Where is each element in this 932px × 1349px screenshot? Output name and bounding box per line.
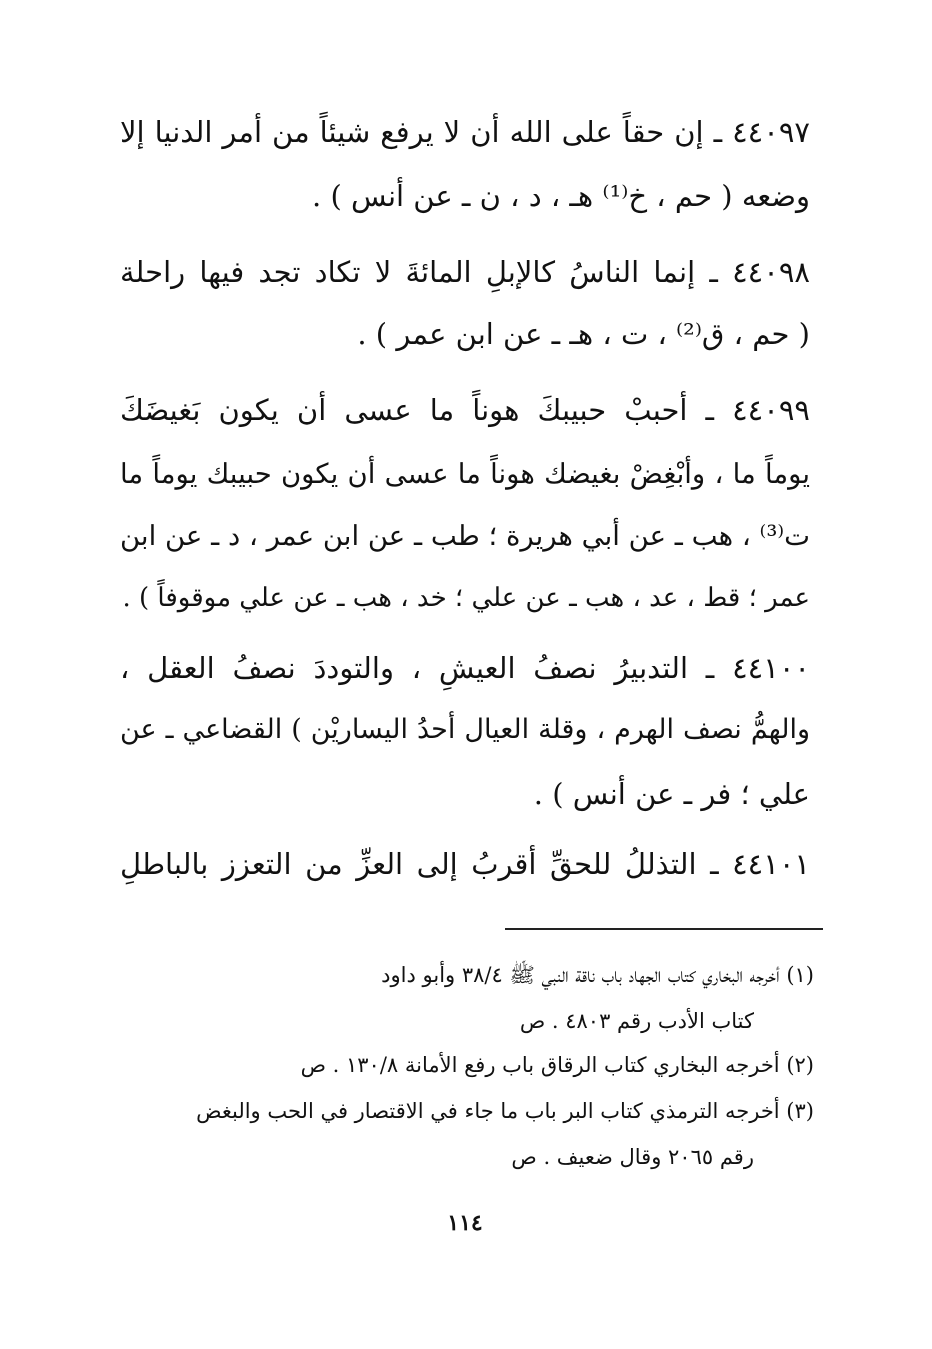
footnote-3-line-1: (٣) أخرجه الترمذي كتاب البر باب ما جاء في الاقتصار في الحب والبغض [196, 1099, 814, 1123]
footnote-divider [505, 928, 823, 930]
footnote-1-line-2: كتاب الأدب رقم ٤٨٠٣ . ص [519, 1009, 754, 1033]
hadith-44100-line-3: علي ؛ فر ـ عن أنس ) . [533, 777, 810, 811]
hadith-44098-line-1: ٤٤٠٩٨ ـ إنما الناسُ كالإبلِ المائةَ لا تكاد تجد فيها راحلة [120, 255, 810, 289]
hadith-44101-line-1: ٤٤١٠١ ـ التذللُ للحقِّ أقربُ إلى العزِّ من التعزز بالباطلِ [120, 847, 810, 881]
hadith-44099-line-4: عمر ؛ قط ، عد ، هب ـ عن علي ؛ خد ، هب ـ عن علي موقوفاً ) . [122, 583, 810, 613]
hadith-44098-line-2: ( حم ، ق⁽²⁾ ، ت ، هـ ـ عن ابن عمر ) . [357, 317, 810, 351]
hadith-44097-line-1: ٤٤٠٩٧ ـ إن حقاً على الله أن لا يرفع شيئاً من أمر الدنيا إلا [120, 115, 810, 149]
hadith-44099-line-2: يوماً ما ، وأبْغِضْ بغيضك هوناً ما عسى أن يكون حبيبك يوماً ما [120, 458, 810, 490]
hadith-44099-line-1: ٤٤٠٩٩ ـ أحببْ حبيبكَ هوناً ما عسى أن يكون بَغيضَكَ [120, 393, 810, 427]
footnote-2-line-1: (٢) أخرجه البخاري كتاب الرقاق باب رفع الأمانة ١٣٠/٨ . ص [300, 1053, 814, 1077]
hadith-44097-line-2: وضعه ( حم ، خ⁽¹⁾ هـ ، د ، ن ـ عن أنس ) . [312, 179, 810, 213]
hadith-44099-line-3: ت⁽³⁾ ، هب ـ عن أبي هريرة ؛ طب ـ عن ابن عمر ، د ـ عن ابن [120, 520, 810, 552]
hadith-44100-line-1: ٤٤١٠٠ ـ التدبيرُ نصفُ العيشِ ، والتوددَ نصفُ العقل ، [120, 651, 810, 685]
page-number: ١١٤ [447, 1210, 483, 1236]
footnote-3-line-2: رقم ٢٠٦٥ وقال ضعيف . ص [511, 1145, 754, 1169]
hadith-44100-line-2: والهمُّ نصف الهرم ، وقلة العيال أحدُ اليساريْن ) القضاعي ـ عن [120, 714, 810, 745]
footnote-1-line-1: (١) أخرجه البخاري كتاب الجهاد باب ناقة النبي ﷺ ٣٨/٤ وأبو داود [381, 963, 814, 987]
